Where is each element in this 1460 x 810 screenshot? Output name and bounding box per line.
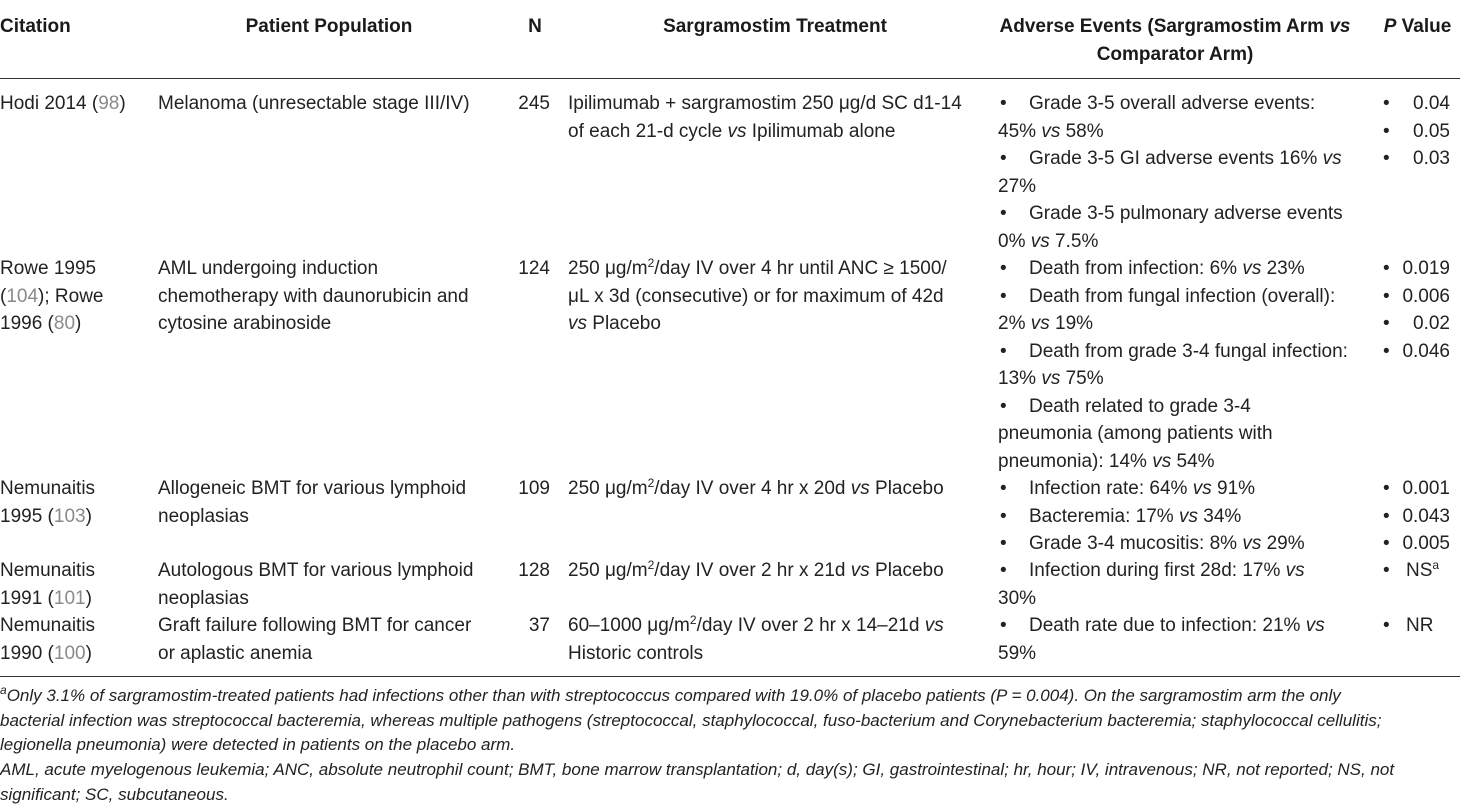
row-nemunaitis-1991-p-values	[1383, 557, 1454, 585]
reference-link[interactable]: 98	[98, 93, 120, 114]
row-nemunaitis-1990-p-values	[1383, 612, 1454, 640]
header-patient-population: Patient Population	[245, 16, 413, 37]
reference-link[interactable]: 100	[53, 642, 86, 664]
header-p-value: P Value	[1383, 16, 1452, 37]
reference-link[interactable]: 104	[6, 285, 39, 307]
p-value: • 0.019	[1383, 255, 1454, 283]
header-sargramostim-treatment: Sargramostim Treatment	[663, 16, 887, 37]
adverse-event-item: • Grade 3-4 mucositis: 8% vs 29%	[998, 530, 1368, 558]
p-value: • 0.005	[1383, 530, 1454, 558]
header-adverse-events: Adverse Events (Sargramostim Arm vs Comparator Arm)	[999, 16, 1351, 65]
row-rowe-p-values	[1383, 255, 1454, 365]
row-nemunaitis-1995-population: Allogeneic BMT for various lymphoid neoplasias	[158, 478, 467, 527]
row-nemunaitis-1991-treatment: 250 $\mu g/m^2$/day IV over 2 hr x 21d vs Placebo	[568, 558, 944, 581]
p-value: • 0.05	[1383, 118, 1454, 146]
row-rowe-population: AML undergoing induction chemotherapy with daunorubicin and cytosine arabinoside	[158, 258, 469, 334]
row-hodi-treatment: Ipilimumab + sargramostim 250 μg/d SC d1-14 of each 21-d cycle vs Ipilimumab alone	[568, 93, 962, 142]
adverse-event-item: • Infection rate: 64% vs 91%	[998, 475, 1368, 503]
p-value: • 0.03	[1383, 145, 1454, 173]
p-value: • $NS^a$	[1383, 557, 1454, 585]
footnote-a: $^a$Only 3.1% of sargramostim-treated patients had infections other than with streptococcus compared with 19.0% of placebo patients (P = 0.004). On the sargramostim arm the only bacterial infection was streptococcal bacteremia, whereas multiple pathogens (streptococcal, staphylococcal, fuso-bacterium and Corynebacterium bacteremia; staphylococcal cellulitis; legionella pneumonia) were detected in patients on the placebo arm.	[0, 683, 1382, 754]
row-nemunaitis-1991-adverse-events: • Infection during first 28d: 17% vs 30%	[998, 557, 1368, 612]
row-nemunaitis-1991-citation: Nemunaitis 1991 (101)	[0, 560, 96, 609]
adverse-event-item: • Grade 3-5 overall adverse events:	[998, 90, 1368, 118]
reference-link[interactable]: 80	[53, 313, 76, 334]
p-value: • 0.006	[1383, 283, 1454, 311]
row-rowe-treatment: 250 $\mu g/m^2$/day IV over 4 hr until ANC ≥ 1500/ μL x 3d (consecutive) or for maximum of 42d vs Placebo	[568, 256, 947, 334]
reference-link[interactable]: 103	[53, 505, 86, 527]
adverse-event-item: • Infection during first 28d: 17% vs	[998, 557, 1368, 585]
row-nemunaitis-1990-population: Graft failure following BMT for cancer or aplastic anemia	[158, 615, 472, 664]
row-nemunaitis-1990-citation: Nemunaitis 1990 (100)	[0, 615, 96, 664]
row-hodi-adverse-events: • Grade 3-5 overall adverse events: 45% vs 58% • Grade 3-5 GI adverse events 16% vs 27% • Grade 3-5 pulmonary adverse events 0% vs 7.5%	[998, 90, 1368, 255]
header-rule	[0, 78, 1460, 79]
adverse-event-item: • Death from fungal infection (overall):	[998, 283, 1368, 311]
row-nemunaitis-1991-n: 128	[518, 560, 550, 581]
row-nemunaitis-1991-population: Autologous BMT for various lymphoid neoplasias	[158, 560, 474, 609]
row-hodi-p-values	[1383, 90, 1454, 173]
adverse-event-item: • Death from infection: 6% vs 23%	[998, 255, 1368, 283]
p-value: • 0.04	[1383, 90, 1454, 118]
row-nemunaitis-1995-citation: Nemunaitis 1995 (103)	[0, 478, 96, 527]
p-value: • 0.001	[1383, 475, 1454, 503]
table-bottom-rule	[0, 676, 1460, 677]
row-nemunaitis-1995-p-values	[1383, 475, 1454, 558]
row-nemunaitis-1990-adverse-events: • Death rate due to infection: 21% vs 59%	[998, 612, 1368, 667]
p-value: • 0.043	[1383, 503, 1454, 531]
row-rowe-n: 124	[518, 258, 550, 279]
row-hodi-population: Melanoma (unresectable stage III/IV)	[158, 93, 470, 114]
header-citation: Citation	[0, 16, 71, 37]
p-value: • NR	[1383, 612, 1454, 640]
row-nemunaitis-1990-n: 37	[528, 615, 550, 636]
footnote-abbreviations: AML, acute myelogenous leukemia; ANC, absolute neutrophil count; BMT, bone marrow transplantation; d, day(s); GI, gastrointestinal; hr, hour; IV, intravenous; NR, not reported; NS, not significant; SC, subcutaneous.	[0, 760, 1395, 804]
reference-link[interactable]: 101	[53, 587, 86, 609]
row-rowe-adverse-events: • Death from infection: 6% vs 23% • Death from fungal infection (overall): 2% vs 19% • Death from grade 3-4 fungal infection: 13% vs 75% • Death related to grade 3-4 pneumonia (among patients with pneumonia): 14% vs 54%	[998, 255, 1368, 475]
row-nemunaitis-1995-n: 109	[518, 478, 550, 499]
adverse-event-item: • Bacteremia: 17% vs 34%	[998, 503, 1368, 531]
header-n: N	[528, 16, 542, 37]
row-hodi-citation: Hodi 2014 (98)	[0, 93, 126, 114]
adverse-event-item: • Grade 3-5 pulmonary adverse events	[998, 200, 1368, 228]
p-value: • 0.046	[1383, 338, 1454, 366]
p-value: • 0.02	[1383, 310, 1454, 338]
row-hodi-n: 245	[518, 93, 550, 114]
adverse-event-item: • Death rate due to infection: 21% vs	[998, 612, 1368, 640]
row-nemunaitis-1990-treatment: 60–1000 $\mu g/m^2$/day IV over 2 hr x 14–21d vs Historic controls	[568, 613, 944, 664]
row-nemunaitis-1995-treatment: 250 $\mu g/m^2$/day IV over 4 hr x 20d vs Placebo	[568, 476, 944, 499]
row-rowe-citation: Rowe 1995 (104); Rowe 1996 (80)	[0, 258, 104, 334]
adverse-event-item: • Death from grade 3-4 fungal infection:	[998, 338, 1368, 366]
adverse-event-item: • Grade 3-5 GI adverse events 16% vs	[998, 145, 1368, 173]
adverse-event-item: • Death related to grade 3-4	[998, 393, 1368, 421]
row-nemunaitis-1995-adverse-events	[998, 475, 1368, 558]
